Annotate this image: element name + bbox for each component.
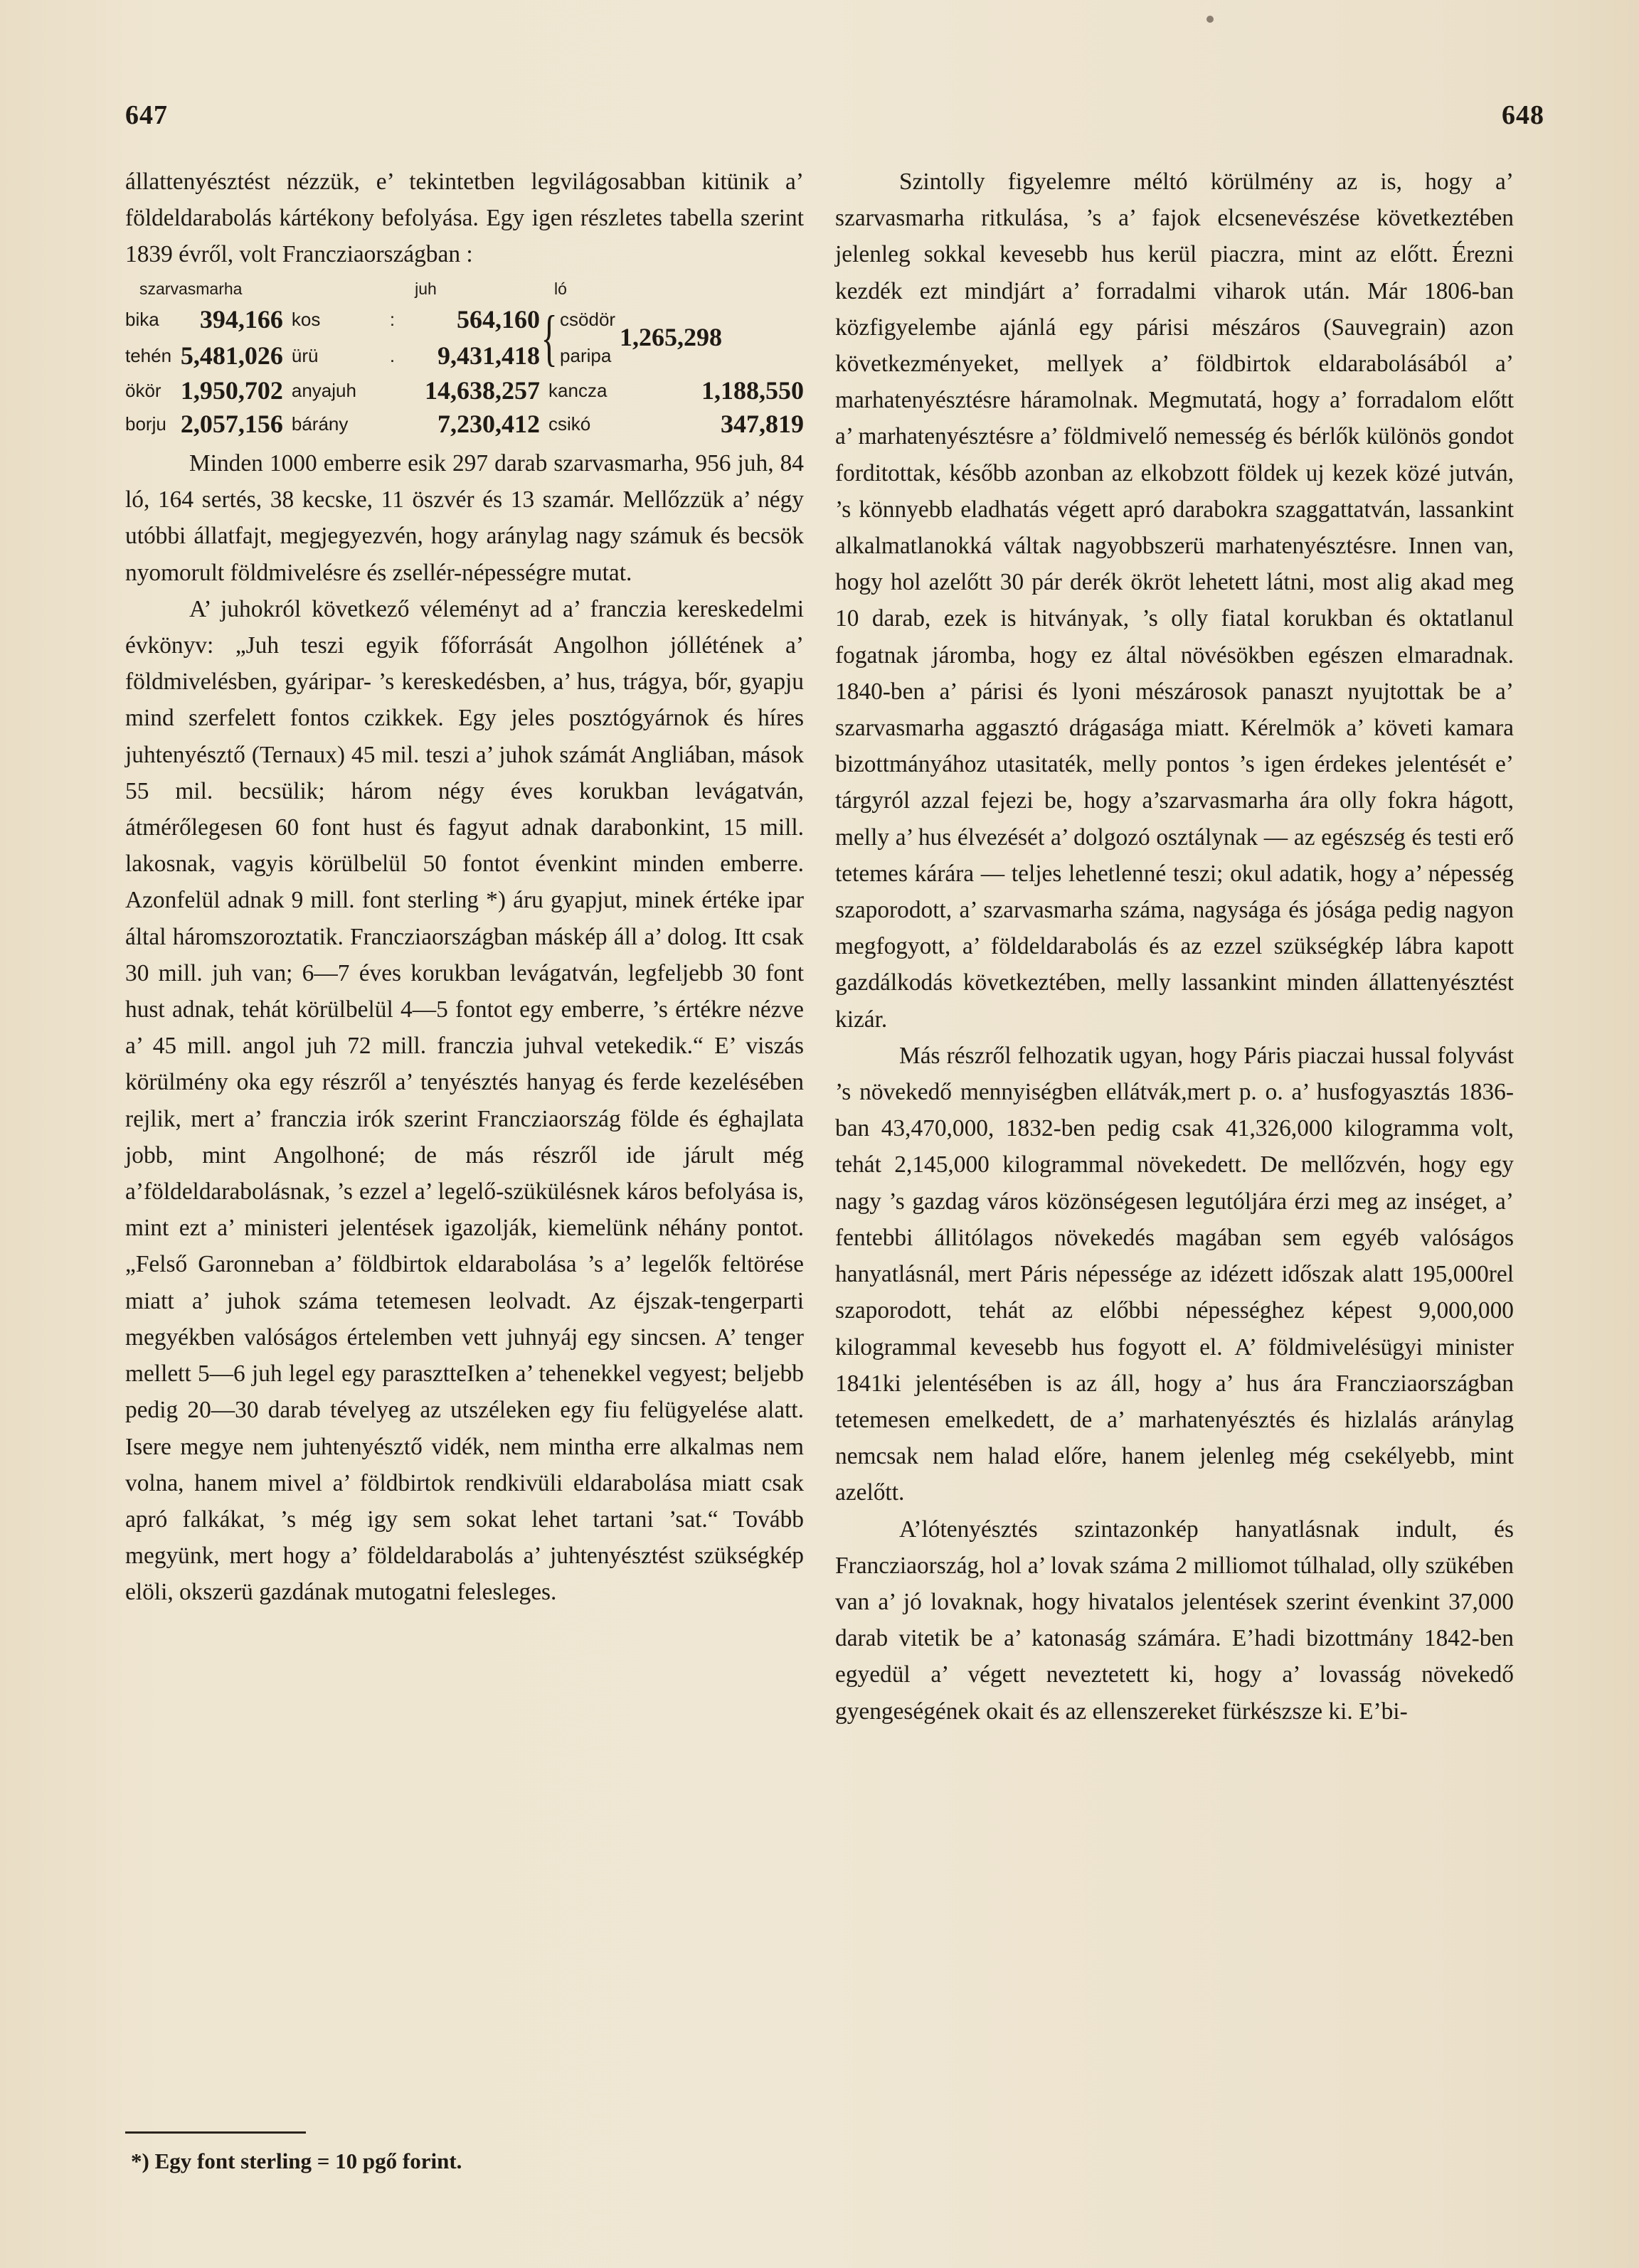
brace-glyph: { bbox=[541, 303, 558, 373]
sheep-value: 564,160 bbox=[457, 304, 541, 334]
sheep-value: 14,638,257 bbox=[425, 376, 541, 405]
horse-value: 1,188,550 bbox=[701, 376, 804, 405]
header-horse: ló bbox=[554, 279, 567, 298]
table-row bbox=[125, 408, 804, 441]
row-label-cattle: borju bbox=[125, 413, 166, 435]
right-paragraph-1: Szintolly figyelemre méltó körülmény az is, hogy a’ szarvasmarha ritkulása, ’s a’ fajok elcsenevészése következtében jelenleg sokkal kevesebb hus kerül piaczra, mint az előtt. Érezni kezdék ezt mindjárt a’ forradalmi viharok után. Már 1806-ban közfigyelembe ajánlá egy párisi mészáros (Sauvegrain) azon következményeket, mellyek a’ földbirtok eldarabolásából a’ marhatenyésztésre háramolnak. Megmutatá, hogy a’ forradalom előtt a’ marhatenyésztésre a’ földmivelő nemesség és bérlők különös gondot forditottak, később azonban az elkobzott földek uj kezek közé jutván, ’s könnyebb eladhatás végett apró darabokra szaggattatván, lassankint alkalmatlanokká váltak nagyobbszerü marhatenyésztésre. Innen van, hogy hol azelőtt 30 pár derék ökröt lehetett látni, most alig akad meg 10 darab, ezek is hitványak, ’s olly fiatal korukban és oktatlanul fogatnak járomba, hogy ez által növésökben egészen elmaradnak. 1840-ben a’ párisi és lyoni mészárosok panaszt nyujtottak be a’ szarvasmarha aggasztó drágasága miatt. Kérelmök a’ követi kamara bizottmányához utasitaték, melly pontos ’s igen érdekes jelentését e’ tárgyról azzal fejezi be, hogy a’szarvasmarha ára olly fokra hágott, melly a’ hus élvezését a’ dolgozó osztálynak — az egészség és testi erő tetemes kárára — teljes lehetlenné teszi; okul adatik, hogy a’ népesség szaporodott, a’ szarvasmarha száma, nagysága és jósága pedig nagyon megfogyott, a’ földeldarabolás és az ezzel szükségkép lábra kapott gazdálkodás következtében, melly lassankint minden állattenyésztést kizár. bbox=[835, 169, 1514, 1033]
left-column bbox=[125, 164, 804, 1611]
sheep-value: 9,431,418 bbox=[437, 341, 541, 370]
horse-value: 347,819 bbox=[721, 410, 804, 439]
row-label-horse: kancza bbox=[548, 380, 608, 402]
cattle-value: 1,950,702 bbox=[180, 376, 283, 405]
paper-speck bbox=[1206, 16, 1214, 23]
row-mark bbox=[383, 374, 403, 408]
footnote: *) Egy font sterling = 10 pgő forint. bbox=[131, 2149, 462, 2173]
row-label-sheep: kos bbox=[291, 308, 321, 330]
page-number-right: 648 bbox=[1502, 100, 1544, 130]
row-label-horse: paripa bbox=[560, 344, 612, 366]
livestock-table bbox=[125, 276, 804, 441]
table-row bbox=[125, 302, 804, 338]
page-number-left: 647 bbox=[125, 100, 168, 130]
header-cattle: szarvasmarha bbox=[139, 279, 243, 298]
right-paragraph-2: Más részről felhozatik ugyan, hogy Páris piaczai hussal folyvást ’s növekedő mennyiségben ellátvák,mert p. o. a’ husfogyasztás 1836-ban 43,470,000, 1832-ben pedig csak 41,326,000 kilogramma volt, tehát 2,145,000 kilogrammal növekedett. De mellőzvén, hogy egy nagy ’s gazdag város közönségesen legutóljára érzi meg az inséget, a’ fentebbi állitólagos növekedés magában sem egyéb valóságos hanyatlásnál, mert Páris népessége az idézett időszak alatt 195,000rel szaporodott, tehát az előbbi népességhez képest 9,000,000 kilogrammal kevesebb hus fogyott el. A’ földmivelésügyi minister 1841ki jelentésében is az áll, hogy a’ hus ára Francziaországban tetemesen emelkedett, de a’ marhatenyésztés és hizlalás aránylag nemcsak nem halad előre, hanem jelenleg még csekélyebb, mint azelőtt. bbox=[835, 1042, 1514, 1506]
row-label-cattle: ökör bbox=[125, 380, 161, 402]
row-mark bbox=[383, 408, 403, 441]
row-mark: . bbox=[389, 344, 396, 366]
livestock-table-header bbox=[125, 276, 804, 302]
stallion-label: csödör bbox=[560, 308, 616, 330]
table-row bbox=[125, 374, 804, 408]
row-label-cattle: bika bbox=[125, 308, 159, 330]
cattle-value: 394,166 bbox=[199, 304, 283, 334]
cattle-value: 2,057,156 bbox=[180, 410, 283, 439]
row-label-sheep: anyajuh bbox=[291, 380, 356, 402]
header-sheep: juh bbox=[415, 279, 437, 298]
left-paragraph-1: Minden 1000 emberre esik 297 darab szarvasmarha, 956 juh, 84 ló, 164 sertés, 38 kecske, 11 öszvér és 13 szamár. Mellőzzük a’ négy utóbbi állatfajt, megjegyezvén, hogy aránylag nagy számuk és becsök nyomorult földmivelésre és zsellér-népességre mutat. bbox=[125, 450, 804, 586]
sheep-value: 7,230,412 bbox=[437, 410, 541, 439]
row-label-sheep: ürü bbox=[291, 344, 319, 366]
row-mark: : bbox=[389, 308, 396, 330]
row-label-sheep: bárány bbox=[291, 413, 349, 435]
cattle-value: 5,481,026 bbox=[180, 341, 283, 370]
left-intro-paragraph: állattenyésztést nézzük, e’ tekintetben legvilágosabban kitünik a’ földeldarabolás kártékony befolyása. Egy igen részletes tabella szerint 1839 évről, volt Francziaországban : bbox=[125, 169, 804, 268]
row-label-cattle: tehén bbox=[125, 344, 172, 366]
right-paragraph-3: A’lótenyésztés szintazonkép hanyatlásnak indult, és Francziaország, hol a’ lovak száma 2 milliomot túlhalad, olly szükében van a’ jó lovaknak, hogy hivatalos jelentések szerint évenkint 37,000 darab vitetik be a’ katonaság számára. E’hadi bizottmány 1842-ben egyedül a’ végett neveztetett ki, hogy a’ lovasság növekedő gyengeségének okait és az ellenszereket fürkészsze ki. E’bi- bbox=[835, 1516, 1514, 1725]
row-label-horse: csikó bbox=[548, 413, 591, 435]
right-column bbox=[835, 164, 1514, 1730]
left-paragraph-2: A’ juhokról következő véleményt ad a’ franczia kereskedelmi évkönyv: „Juh teszi egyik főforrását Angolhon jóllétének a’ földmivelésben, gyáripar- ’s kereskedésben, a’ hus, trágya, bőr, gyapju mind szerfelett fontos czikkek. Egy jeles posztógyárnok és híres juhtenyésztő (Ternaux) 45 mil. teszi a’ juhok számát Angliában, mások 55 mil. becsülik; három négy éves korukban levágatván, átmérőlegesen 60 font hust és fagyut adnak darabonkint, 15 mill. lakosnak, vagyis körülbelül 50 fontot évenkint minden emberre. Azonfelül adnak 9 mill. font sterling *) áru gyapjut, minek értéke ipar által háromszoroztatik. Francziaországban máskép áll a’ dolog. Itt csak 30 mill. juh van; 6—7 éves korukban levágatván, legfeljebb 30 font hust adnak, tehát körülbelül 4—5 fontot egy emberre, ’s értékre nézve a’ 45 mill. angol juh 72 mill. franczia juhval vetekedik.“ E’ viszás körülmény oka egy részről a’ tenyésztés hanyag és ferde kezelésében rejlik, mert a’ franczia irók szerint Francziaország földe és éghajlata jobb, mint Angolhoné; de más részről ide járult még a’földeldarabolásnak, ’s ezzel a’ legelő-szükülésnek káros befolyása is, mint ezt a’ ministeri jelentések igazolják, kiemelünk néhány pontot. „Felső Garonneban a’ földbirtok eldarabolása ’s a’ legelők feltörése miatt a’ juhok száma tetemesen leolvadt. Az éjszak-tengerparti megyékben valóságos értelemben vett juhnyáj egy sincsen. A’ tenger mellett 5—6 juh legel egy parasztteIken a’ tehenekkel vegyest; beljebb pedig 20—30 darab tévelyeg az utszéleken egy fiu felügyelése alatt. Isere megye nem juhtenyésztő vidék, nem mintha erre alkalmas nem volna, hanem mivel a’ földbirtok rendkivüli eldarabolása miatt csak apró falkákat, ’s még igy sem sokat lehet tartani ’sat.“ Tovább megyünk, mert hogy a’ földeldarabolás a’ juhtenyésztést szükségkép elöli, okszerü gazdának mutogatni felesleges. bbox=[125, 595, 804, 1606]
footnote-rule bbox=[125, 2131, 306, 2134]
bracket-total-value: 1,265,298 bbox=[620, 323, 722, 352]
